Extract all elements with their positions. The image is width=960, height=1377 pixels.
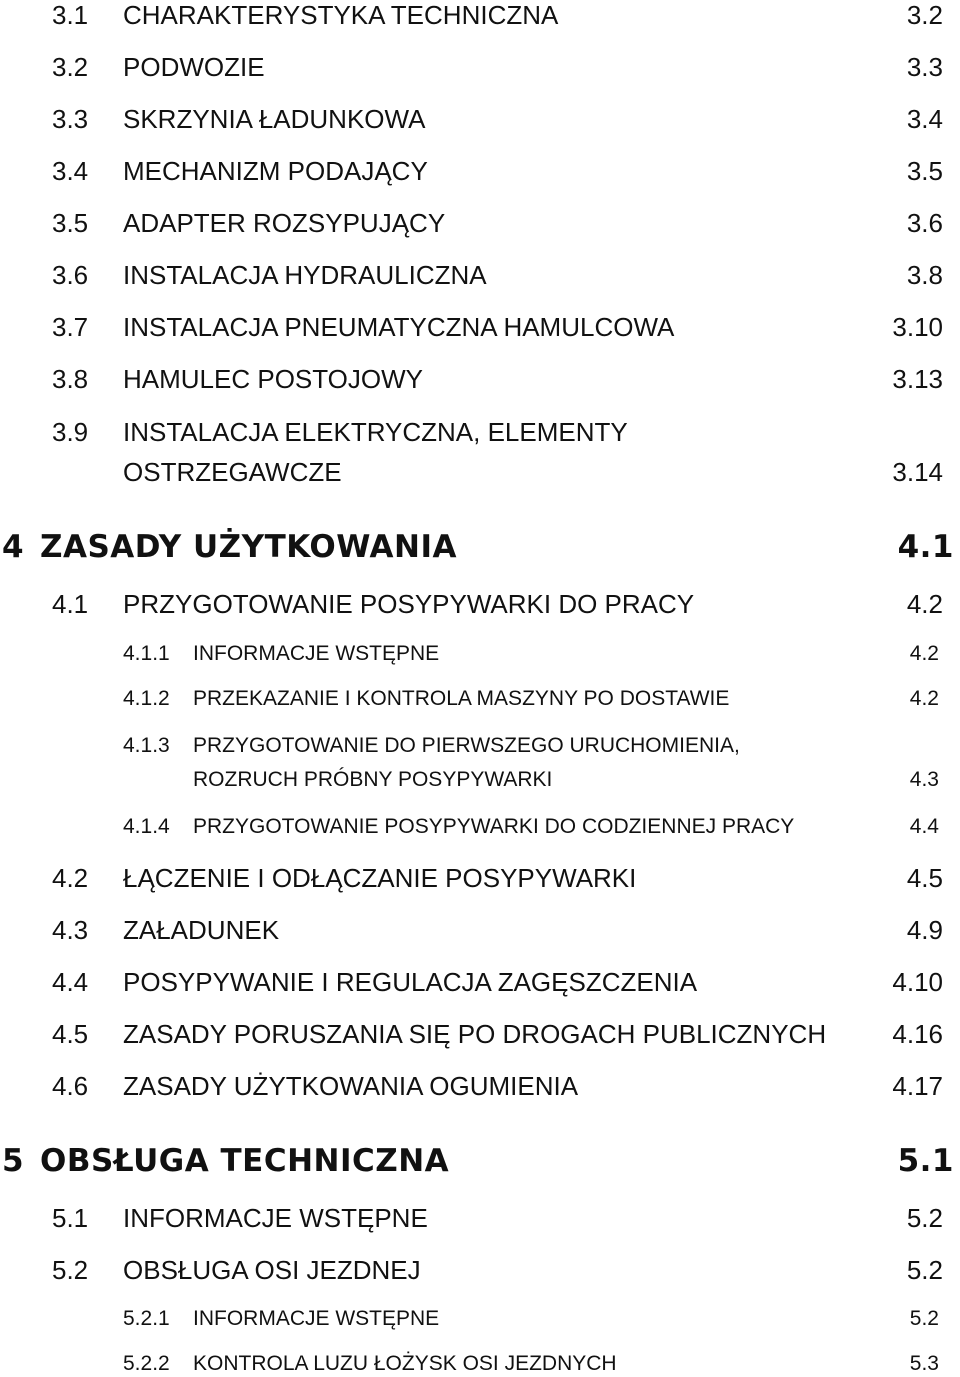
section-number: 4.1 xyxy=(52,589,89,619)
section-title-line2: OSTRZEGAWCZE xyxy=(123,457,342,487)
section-number: 4.5 xyxy=(52,1019,89,1049)
section-title: SKRZYNIA ŁADUNKOWA xyxy=(123,104,426,134)
subsection-title: PRZYGOTOWANIE POSYPYWARKI DO CODZIENNEJ PRACY xyxy=(193,815,795,838)
section-title: INSTALACJA ELEKTRYCZNA, ELEMENTY xyxy=(123,417,628,447)
page-number: 3.6 xyxy=(906,208,943,238)
page-number: 5.2 xyxy=(906,1203,943,1233)
subsection-number: 4.1.3 xyxy=(123,734,170,757)
chapter-title: ZASADY UŻYTKOWANIA xyxy=(40,529,457,565)
section-number: 3.8 xyxy=(52,364,89,394)
section-title: ZASADY PORUSZANIA SIĘ PO DROGACH PUBLICZNYCH xyxy=(123,1019,827,1049)
section-number: 4.4 xyxy=(52,967,89,997)
page-number: 3.14 xyxy=(892,457,943,487)
subsection-title: PRZEKAZANIE I KONTROLA MASZYNY PO DOSTAWIE xyxy=(193,687,730,710)
page-number: 4.2 xyxy=(909,687,939,710)
subsection-number: 4.1.1 xyxy=(123,642,170,665)
section-title: ZAŁADUNEK xyxy=(123,915,280,945)
page-number: 4.16 xyxy=(892,1019,943,1049)
subsection-number: 4.1.4 xyxy=(123,815,170,838)
page-number: 4.1 xyxy=(897,529,954,565)
page-number: 5.2 xyxy=(909,1307,939,1330)
chapter-number: 5 xyxy=(2,1143,25,1179)
subsection-number: 5.2.1 xyxy=(123,1307,170,1330)
section-title: POSYPYWANIE I REGULACJA ZAGĘSZCZENIA xyxy=(123,967,698,997)
subsection-title: INFORMACJE WSTĘPNE xyxy=(193,1307,440,1330)
section-number: 5.1 xyxy=(52,1203,89,1233)
section-number: 4.3 xyxy=(52,915,89,945)
section-title: ADAPTER ROZSYPUJĄCY xyxy=(123,208,446,238)
subsection-title: PRZYGOTOWANIE DO PIERWSZEGO URUCHOMIENIA, xyxy=(193,734,740,757)
subsection-number: 5.2.2 xyxy=(123,1352,170,1375)
page-number: 4.2 xyxy=(909,642,939,665)
section-number: 3.4 xyxy=(52,156,89,186)
section-title: PRZYGOTOWANIE POSYPYWARKI DO PRACY xyxy=(123,589,695,619)
section-title: INFORMACJE WSTĘPNE xyxy=(123,1203,428,1233)
section-number: 3.1 xyxy=(52,0,89,30)
chapter-title: OBSŁUGA TECHNICZNA xyxy=(40,1143,450,1179)
section-title: OBSŁUGA OSI JEZDNEJ xyxy=(123,1255,421,1285)
section-number: 3.2 xyxy=(52,52,89,82)
page-number: 4.3 xyxy=(909,768,939,791)
subsection-number: 4.1.2 xyxy=(123,687,170,710)
page-number: 4.5 xyxy=(906,863,943,893)
subsection-title: KONTROLA LUZU ŁOŻYSK OSI JEZDNYCH xyxy=(193,1352,617,1375)
page-number: 4.17 xyxy=(892,1071,943,1101)
subsection-title-line2: ROZRUCH PRÓBNY POSYPYWARKI xyxy=(193,768,553,791)
section-title: INSTALACJA HYDRAULICZNA xyxy=(123,260,487,290)
section-title: HAMULEC POSTOJOWY xyxy=(123,364,424,394)
section-title: ŁĄCZENIE I ODŁĄCZANIE POSYPYWARKI xyxy=(123,863,637,893)
page-number: 4.2 xyxy=(906,589,943,619)
page-number: 3.3 xyxy=(906,52,943,82)
page-number: 3.13 xyxy=(892,364,943,394)
section-number: 4.2 xyxy=(52,863,89,893)
section-number: 4.6 xyxy=(52,1071,89,1101)
section-number: 3.3 xyxy=(52,104,89,134)
section-title: MECHANIZM PODAJĄCY xyxy=(123,156,428,186)
section-title: CHARAKTERYSTYKA TECHNICZNA xyxy=(123,0,559,30)
section-title: ZASADY UŻYTKOWANIA OGUMIENIA xyxy=(123,1071,579,1101)
page-number: 3.5 xyxy=(906,156,943,186)
page-number: 5.2 xyxy=(906,1255,943,1285)
page-number: 3.8 xyxy=(906,260,943,290)
page-number: 4.10 xyxy=(892,967,943,997)
chapter-number: 4 xyxy=(2,529,25,565)
page-number: 4.4 xyxy=(909,815,939,838)
section-number: 3.7 xyxy=(52,312,89,342)
page-number: 3.2 xyxy=(906,0,943,30)
section-number: 5.2 xyxy=(52,1255,89,1285)
subsection-title: INFORMACJE WSTĘPNE xyxy=(193,642,440,665)
section-title: INSTALACJA PNEUMATYCZNA HAMULCOWA xyxy=(123,312,675,342)
page-number: 3.10 xyxy=(892,312,943,342)
page-number: 5.1 xyxy=(897,1143,954,1179)
section-number: 3.9 xyxy=(52,417,89,447)
section-number: 3.6 xyxy=(52,260,89,290)
page-number: 5.3 xyxy=(909,1352,939,1375)
section-title: PODWOZIE xyxy=(123,52,265,82)
section-number: 3.5 xyxy=(52,208,89,238)
page-number: 3.4 xyxy=(906,104,943,134)
page-number: 4.9 xyxy=(906,915,943,945)
